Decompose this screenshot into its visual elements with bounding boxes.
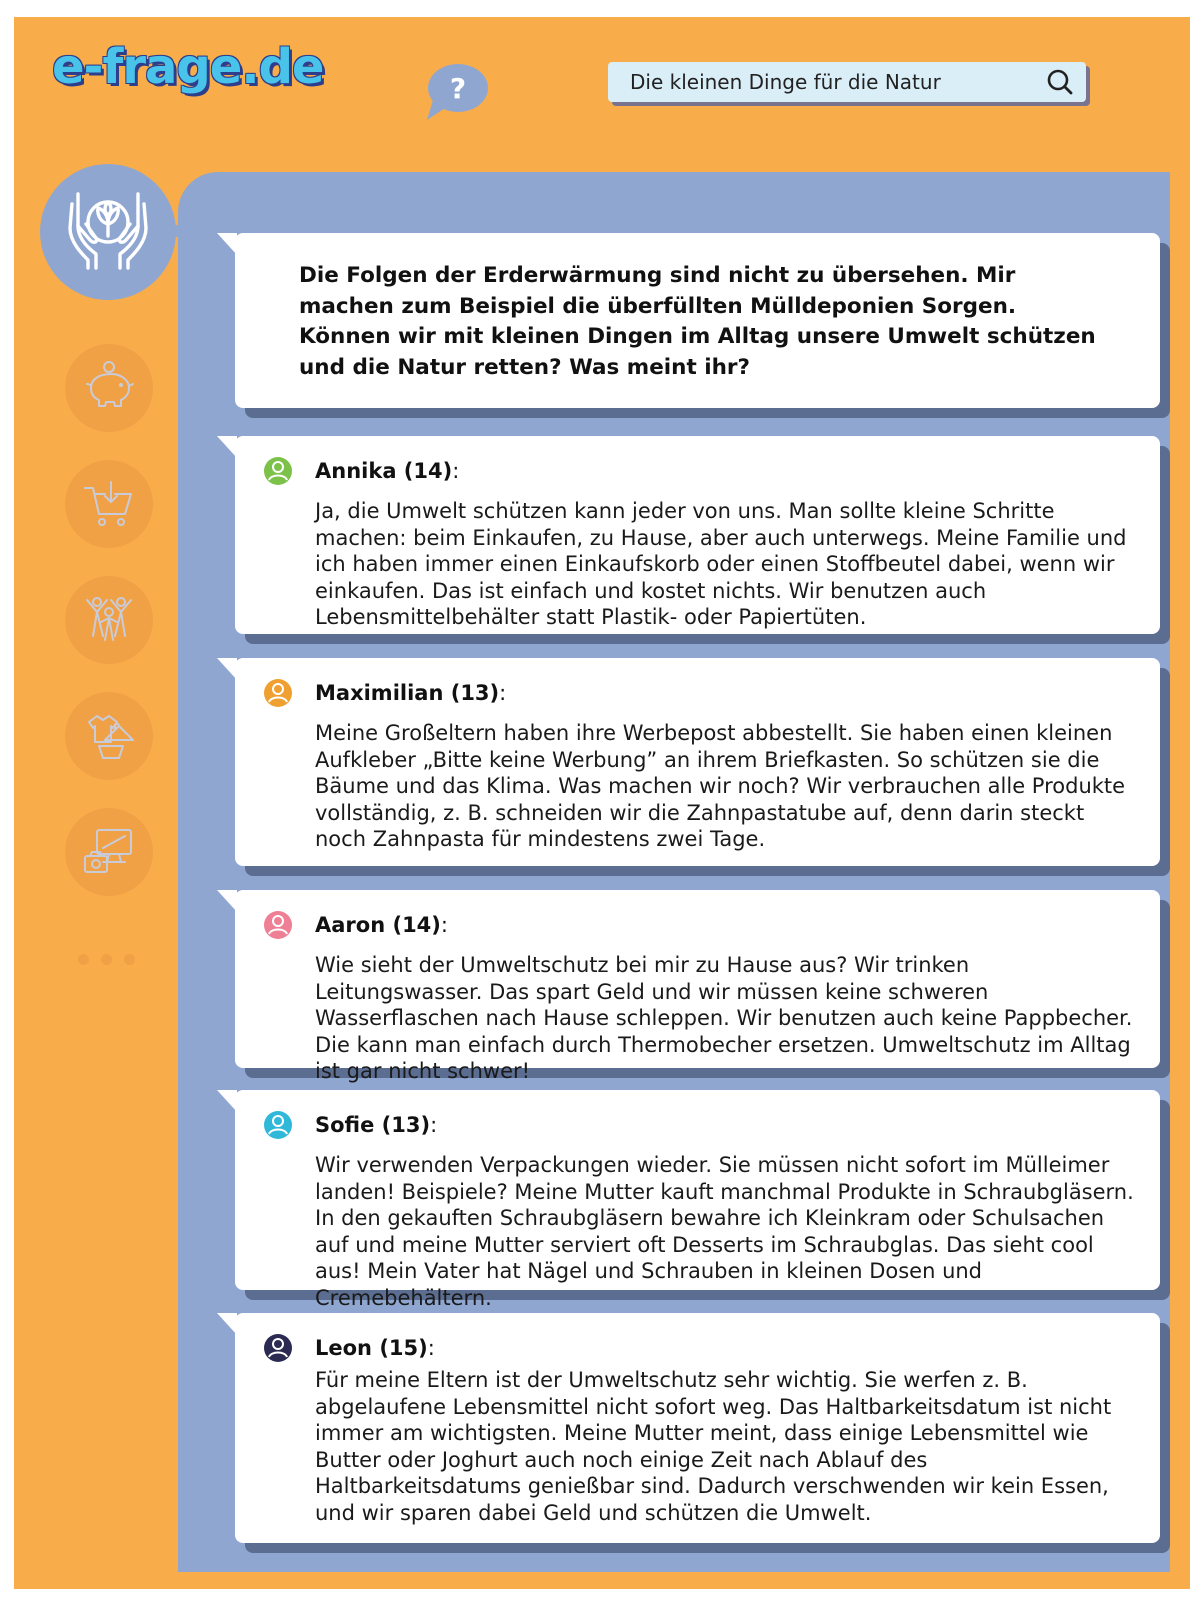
people-group-icon (79, 590, 139, 650)
computer-icon (79, 822, 139, 882)
user-avatar-icon (263, 1333, 293, 1363)
answer-text: Für meine Eltern ist der Umweltschutz sehr wichtig. Sie werfen z. B. abgelaufene Lebensmittel nicht sofort weg. Das Haltbarkeitsdatum ist nicht immer am wichtigsten. Meine Mutter meint, dass einige Lebensmittel wie Butter oder Joghurt auch noch einige Zeit nach Ablauf des Haltbarkeitsdatums genießbar sind. Dadurch verschwenden wir kein Essen, und wir sparen dabei Geld und schützen die Umwelt. (315, 1368, 1112, 1525)
answer-card (235, 890, 1160, 1083)
answer-author: Annika (14) (315, 459, 453, 483)
author-suffix: : (440, 913, 448, 937)
shopping-cart-icon (79, 474, 139, 534)
answer-text: Wie sieht der Umweltschutz bei mir zu Hause aus? Wir trinken Leitungswasser. Das spart Geld und wir müssen keine schweren Wasserflaschen nach Hause schleppen. Wir benutzen auch keine Pappbecher. Die kann man einfach durch Thermobecher ersetzen. Umweltschutz im Alltag ist gar nicht schwer! (315, 953, 1133, 1083)
user-avatar-icon (263, 910, 293, 940)
more-dots-icon[interactable] (78, 954, 135, 965)
search-bar[interactable] (608, 62, 1086, 102)
answer-author: Leon (15) (315, 1336, 428, 1360)
question-card (235, 233, 1160, 408)
answer-card (235, 658, 1160, 866)
sidebar-item-community[interactable] (65, 576, 153, 664)
user-avatar-icon (263, 456, 293, 486)
answer-card (235, 1313, 1160, 1543)
hands-plant-icon[interactable] (40, 164, 176, 300)
answer-author: Aaron (14) (315, 913, 441, 937)
author-suffix: : (427, 1336, 435, 1360)
site-logo[interactable]: e-frage.de (52, 39, 324, 95)
author-suffix: : (430, 1113, 438, 1137)
author-suffix: : (452, 459, 460, 483)
sidebar-item-media[interactable] (65, 808, 153, 896)
sidebar-item-shopping[interactable] (65, 460, 153, 548)
bubble-symbol: ? (449, 72, 467, 105)
piggy-bank-icon (79, 358, 139, 418)
answer-card (235, 436, 1160, 634)
answer-card (235, 1090, 1160, 1310)
answer-text: Meine Großeltern haben ihre Werbepost abbestellt. Sie haben einen kleinen Aufkleber „Bitte keine Werbung” an ihrem Briefkasten. So schützen sie die Bäume und das Klima. Was machen wir noch? Wir verbrauchen alle Produkte vollständig, z. B. schneiden wir die Zahnpastatube auf, denn darin steckt noch Zahnpasta für mindestens zwei Tage. (315, 721, 1126, 851)
answer-text: Wir verwenden Verpackungen wieder. Sie müssen nicht sofort im Mülleimer landen! Beispiele? Meine Mutter kauft manchmal Produkte in Schraubgläsern. In den gekauften Schraubgläsern bewahre ich Kleinkram oder Schulsachen auf und meine Mutter serviert oft Desserts im Schraubglas. Das sieht cool aus! Mein Vater hat Nägel und Schrauben in kleinen Dosen und Cremebehältern. (315, 1153, 1134, 1310)
icon-connector (175, 225, 195, 237)
author-suffix: : (499, 681, 507, 705)
answer-author: Maximilian (13) (315, 681, 500, 705)
answer-author: Sofie (13) (315, 1113, 431, 1137)
sidebar-item-piggy-bank[interactable] (65, 344, 153, 432)
clothes-icon (79, 706, 139, 766)
user-avatar-icon (263, 678, 293, 708)
question-text: Die Folgen der Erderwärmung sind nicht zu übersehen. Mir machen zum Beispiel die überfüllten Mülldeponien Sorgen. Können wir mit kleinen Dingen im Alltag unsere Umwelt schützen und die Natur retten? Was meint ihr? (299, 263, 1096, 380)
user-avatar-icon (263, 1110, 293, 1140)
search-input[interactable] (628, 69, 1042, 95)
answer-text: Ja, die Umwelt schützen kann jeder von uns. Man sollte kleine Schritte machen: beim Einkaufen, zu Hause, aber auch unterwegs. Meine Familie und ich haben immer einen Einkaufskorb oder einen Stoffbeutel dabei, wenn wir einkaufen. Das ist einfach und kostet nichts. Wir benutzen auch Lebensmittelbehälter statt Plastik- oder Papiertüten. (315, 499, 1127, 629)
search-icon[interactable] (1042, 64, 1078, 100)
sidebar-item-clothes[interactable] (65, 692, 153, 780)
question-bubble-icon (423, 62, 489, 124)
